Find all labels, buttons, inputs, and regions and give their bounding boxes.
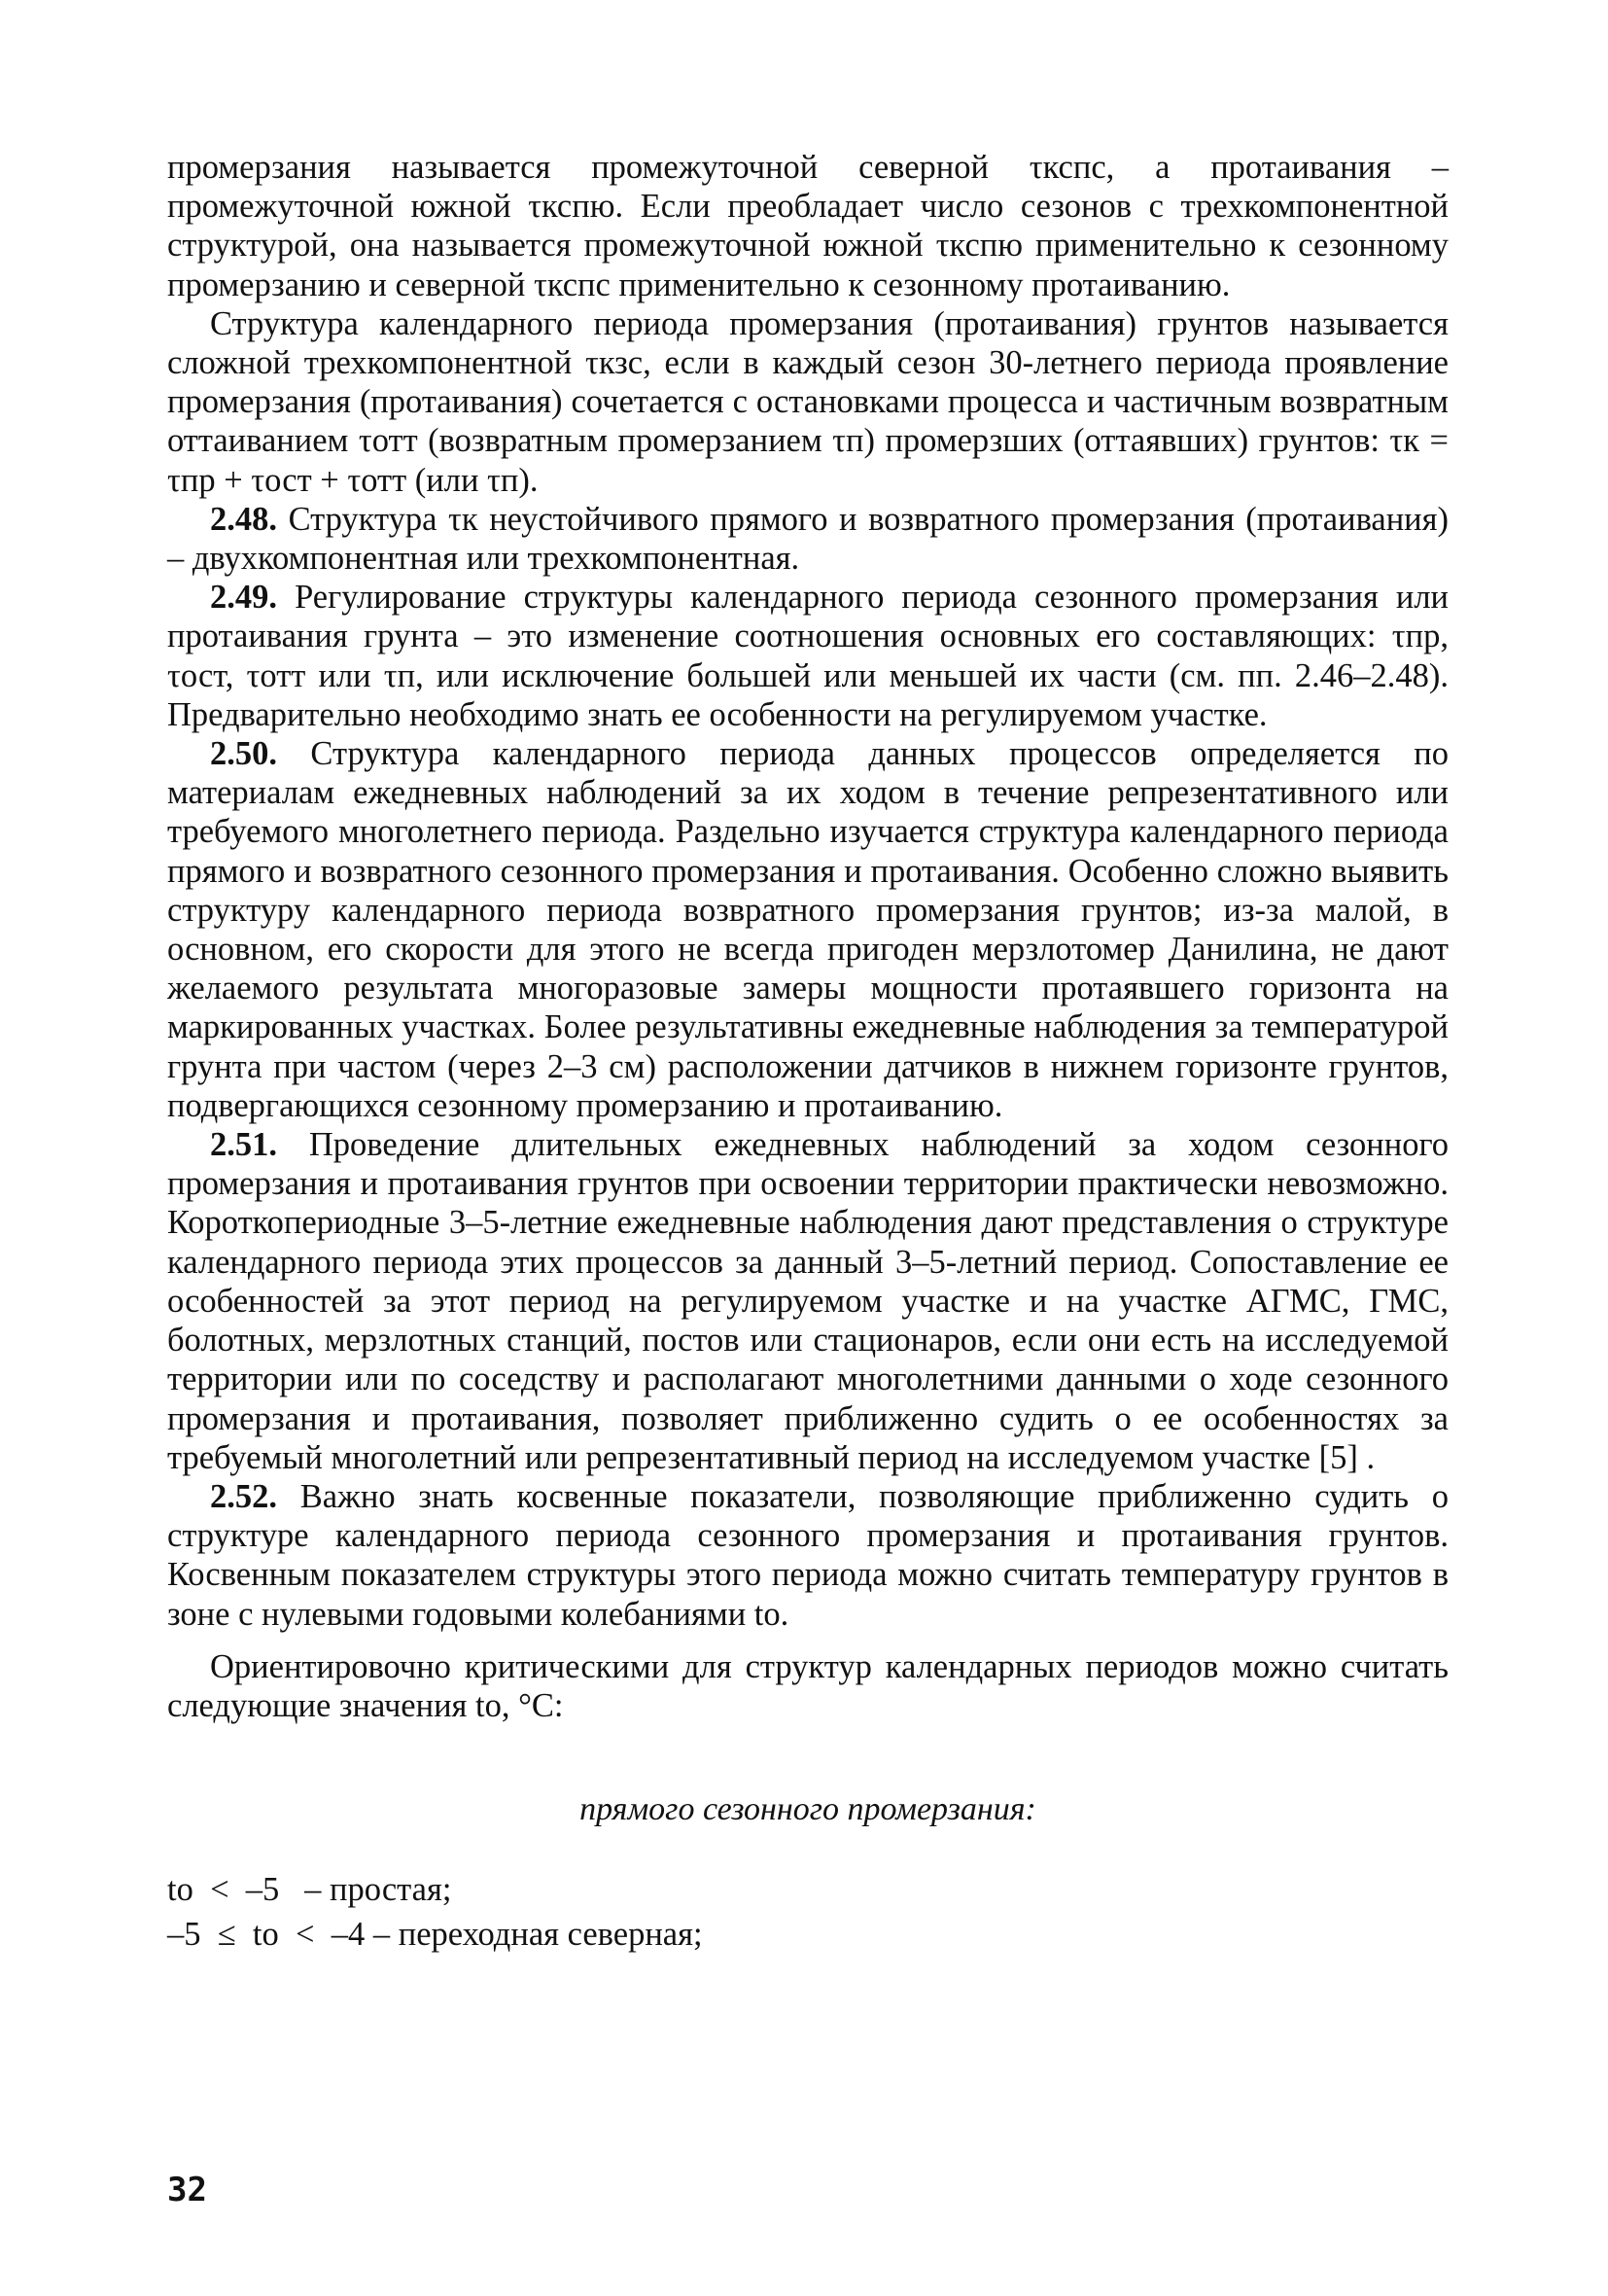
section-number: 2.51. — [210, 1126, 277, 1164]
section-text: Регулирование структуры календарного периода сезонного промерзания или протаивания грунта – это изменение соотношения основных его составляющих: τпр, τост, τотт или τп, или исключение большей или меньшей их части (см. пп. 2.46–2.48). Предварительно необходимо знать ее особенности на регулируемом участке. — [167, 579, 1450, 733]
section-text: Проведение длительных ежедневных наблюдений за ходом сезонного промерзания и протаивания грунтов при освоении территории практически невозможно. Короткопериодные 3–5-летние ежедневные наблюдения дают представления о структуре календарного периода этих процессов за данный 3–5-летний период. Сопоставление ее особенностей за этот период на регулируемом участке и на участке АГМС, ГМС, болотных, мерзлотных станций, постов или стационаров, если они есть на исследуемой территории или по соседству и располагают многолетними данными о ходе сезонного промерзания и протаивания, позволяет приближенно судить о ее особенностях за требуемый многолетний или репрезентативный период на исследуемом участке [5] . — [167, 1126, 1449, 1476]
section-text: Структура календарного периода данных процессов определяется по материалам ежедневных наблюдений за их ходом в течение репрезентативного или требуемого многолетнего периода. Раздельно изучается структура календарного периода прямого и возвратного сезонного промерзания и протаивания. Особенно сложно выявить структуру календарного периода возвратного промерзания грунтов; из-за малой, в основном, его скорости для этого не всегда пригоден мерзлотомер Данилина, не дают желаемого результата многоразовые замеры мощности протаявшего горизонта на маркированных участках. Более результативны ежедневные наблюдения за температурой грунта при частом (через 2–3 см) расположении датчиков в нижнем горизонте грунтов, подвергающихся сезонному промерзанию и протаиванию. — [167, 735, 1450, 1124]
section-2-49 — [167, 578, 1449, 734]
formula-simple: tо < –5 – простая; — [167, 1871, 452, 1908]
section-number: 2.49. — [210, 579, 277, 617]
section-number: 2.52. — [210, 1477, 277, 1515]
formula-transitional-north: –5 ≤ tо < –4 – переходная северная; — [167, 1916, 703, 1953]
paragraph-critical-values: Ориентировочно критическими для структур календарных периодов можно считать следующие значения tо, °С: — [167, 1647, 1449, 1724]
section-2-50 — [167, 734, 1449, 1125]
document-body — [167, 148, 1449, 1725]
paragraph-structure: Структура календарного периода промерзания (протаивания) грунтов называется сложной трехкомпонентной τкзс, если в каждый сезон 30-летнего периода проявление промерзания (протаивания) сочетается с остановками процесса и частичным возвратным оттаиванием τотт (возвратным промерзанием τп) промерзших (оттаявших) грунтов: τк = τпр + τост + τотт (или τп). — [167, 304, 1449, 499]
section-2-48 — [167, 500, 1449, 578]
subheading-direct-freezing: прямого сезонного промерзания: — [579, 1791, 1036, 1827]
page-number: 32 — [167, 2171, 207, 2209]
section-number: 2.50. — [210, 735, 277, 773]
section-text: Структура τк неустойчивого прямого и возвратного промерзания (протаивания) – двухкомпонентная или трехкомпонентная. — [167, 500, 1450, 578]
section-number: 2.48. — [210, 500, 277, 538]
section-text: Важно знать косвенные показатели, позволяющие приближенно судить о структуре календарного периода сезонного промерзания и протаивания грунтов. Косвенным показателем структуры этого периода можно считать температуру грунтов в зоне с нулевыми годовыми колебаниями tо. — [167, 1477, 1449, 1633]
section-2-52 — [167, 1477, 1449, 1634]
paragraph-intro: промерзания называется промежуточной северной τкспс, а протаивания – промежуточной южной τкспю. Если преобладает число сезонов с трехкомпонентной структурой, она называется промежуточной южной τкспю применительно к сезонному промерзанию и северной τкспс применительно к сезонному протаиванию. — [167, 149, 1449, 303]
section-2-51 — [167, 1125, 1449, 1477]
